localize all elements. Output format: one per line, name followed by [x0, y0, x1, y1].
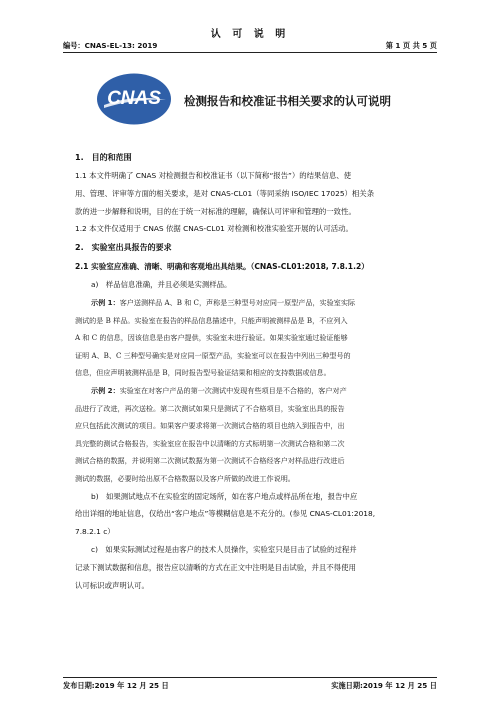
section-2-heading: 2. 实验室出具报告的要求	[75, 243, 172, 253]
paragraph-1-1-line: 1.1 本文件明确了 CNAS 对检测报告和校准证书（以下简称“报告”）的结果信息、使	[75, 171, 352, 180]
header-title: 认 可 说 明	[210, 29, 290, 40]
example-1-line: 信息，但应声明被测样品是 B，同时报告型号验证结果和相应的支持数据或信息。	[75, 368, 331, 378]
cnas-logo	[96, 72, 172, 126]
document-body	[75, 148, 427, 594]
example-1-line: A 和 C 的信息，因该信息是由客户提供，实验室未进行验证。如果实验室通过验证能够	[75, 333, 348, 343]
item-b-line: 7.8.2.1 c）	[75, 527, 115, 537]
section-2-1-heading: 2.1 实验室应准确、清晰、明确和客观地出具结果。（CNAS-CL01:2018, 7.8.1.2）	[75, 262, 369, 272]
paragraph-1-1-line: 款的进一步解释和说明，目的在于统一对标准的理解，确保认可评审和管理的一致性。	[75, 206, 356, 216]
example-1-line: 证明 A、B、C 三种型号确实是对应同一原型产品，实验室可以在报告中列出三种型号的	[75, 350, 351, 360]
section-1-heading: 1. 目的和范围	[75, 153, 132, 162]
example-2-line: 应只包括此次测试的项目。如果客户要求将第一次测试合格的项目也纳入到报告中，出	[75, 421, 345, 431]
item-c-line: c) 如果实际测试过程是由客户的技术人员操作，实验室只是目击了试验的过程并	[91, 544, 357, 554]
example-2-line: 测试的数据，必要时给出原不合格数据以及客户所做的改进工作说明。	[75, 473, 295, 483]
doc-number: 编号：CNAS-EL-13: 2019	[63, 41, 158, 50]
paragraph-1-2: 1.2 本文件仅适用于 CNAS 依据 CNAS-CL01 对检测和校准实验室开展的认可活动。	[75, 224, 353, 234]
document-title: 检测报告和校准证书相关要求的认可说明	[184, 94, 391, 108]
page-info: 第 1 页 共 5 页	[385, 41, 437, 50]
header-row	[63, 41, 437, 51]
issue-date: 发布日期:2019 年 12 月 25 日	[63, 681, 169, 690]
logo-text: CNAS	[107, 88, 161, 109]
example-2-line: 具完整的测试合格报告，实验室应在报告中以清晰的方式标明第一次测试合格和第二次	[75, 438, 345, 448]
item-b-line: b) 如果测试地点不在实验室的固定场所，如在客户地点或样品所在地，报告中应	[91, 491, 358, 501]
example-1-line: 测试的是 B 样品。实验室在报告的样品信息描述中，只能声明被测样品是 B，不应列入	[75, 315, 348, 325]
example-2-line: 测试合格的数据，并说明第二次测试数据为第一次测试不合格经客户对样品进行改进后	[75, 456, 345, 466]
example-1-label: 示例 1：	[91, 297, 120, 307]
example-2-line: 示例 2：实验室在对客户产品的第一次测试中发现有些项目是不合格的，客户对产	[91, 385, 347, 395]
item-c-line: 记录下测试数据和信息，报告应以清晰的方式在正文中注明是目击试验，并且不得使用	[75, 562, 356, 572]
item-b-line: 给出详细的地址信息，仅给出“客户地点”等模糊信息是不充分的。(参见 CNAS-CL01:2018,	[75, 509, 376, 519]
example-2-line: 品进行了改进，再次送检。第二次测试如果只是测试了不合格项目，实验室出具的报告	[75, 403, 345, 413]
example-1-line: 示例 1：客户送测样品 A、B 和 C，声称是三种型号对应同一原型产品，实验室实际	[91, 297, 356, 307]
paragraph-1-1-line: 用、管理、评审等方面的相关要求，是对 CNAS-CL01（等同采纳 ISO/IEC 17025）相关条	[75, 188, 375, 198]
footer-rule	[63, 677, 437, 678]
footer-row	[63, 681, 437, 691]
item-c-line: 认可标识或声明认可。	[75, 580, 149, 590]
header-rule	[63, 52, 437, 53]
example-2-label: 示例 2：	[91, 385, 120, 395]
item-a: a) 样品信息准确，并且必须是实测样品。	[91, 280, 232, 290]
effective-date: 实施日期:2019 年 12 月 25 日	[331, 681, 437, 690]
